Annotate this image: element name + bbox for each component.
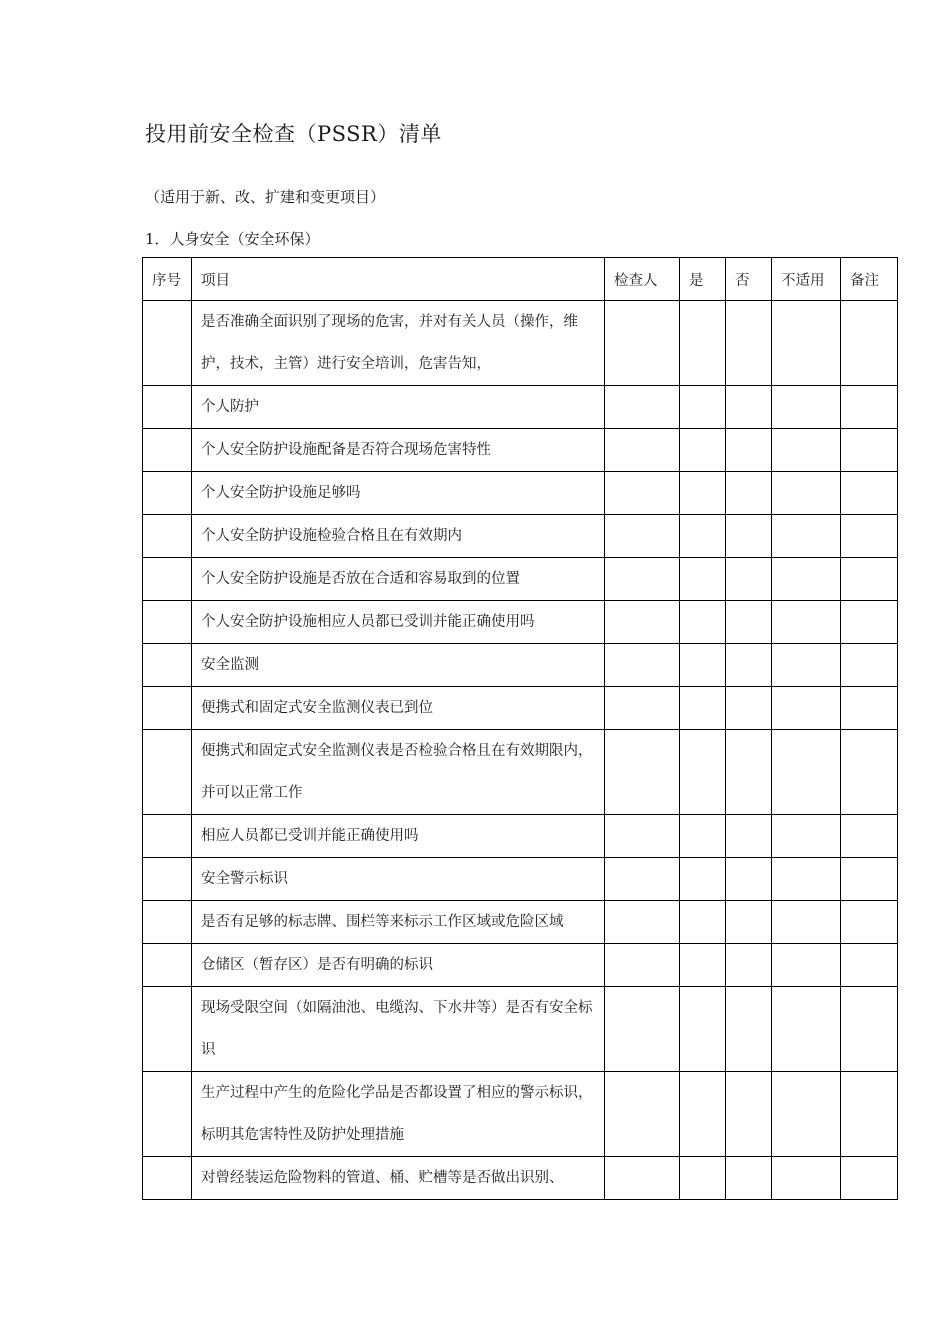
no-cell [726, 1157, 772, 1200]
no-cell [726, 858, 772, 901]
remarks-cell [841, 472, 898, 515]
not-applicable-cell [772, 1157, 841, 1200]
no-cell [726, 944, 772, 987]
remarks-cell [841, 558, 898, 601]
yes-cell [680, 687, 726, 730]
not-applicable-cell [772, 815, 841, 858]
remarks-cell [841, 687, 898, 730]
remarks-cell [841, 601, 898, 644]
remarks-cell [841, 858, 898, 901]
document-subtitle: （适用于新、改、扩建和变更项目） [145, 188, 386, 206]
table-row [143, 815, 898, 858]
table-row [143, 687, 898, 730]
serial-number-cell [143, 730, 192, 815]
header-yes: 是 [680, 258, 726, 301]
inspector-cell [605, 386, 680, 429]
serial-number-cell [143, 987, 192, 1072]
not-applicable-cell [772, 386, 841, 429]
serial-number-cell [143, 815, 192, 858]
inspector-cell [605, 858, 680, 901]
checklist-table [142, 257, 898, 1200]
item-text-cell: 便携式和固定式安全监测仪表是否检验合格且在有效期限内，并可以正常工作 [192, 730, 605, 815]
inspector-cell [605, 944, 680, 987]
not-applicable-cell [772, 858, 841, 901]
header-remarks: 备注 [841, 258, 898, 301]
no-cell [726, 901, 772, 944]
item-text-cell: 是否准确全面识别了现场的危害，并对有关人员（操作，维护，技术，主管）进行安全培训，危害告知， [192, 301, 605, 386]
serial-number-cell [143, 301, 192, 386]
serial-number-cell [143, 944, 192, 987]
yes-cell [680, 558, 726, 601]
document-title: 投用前安全检查（PSSR）清单 [145, 122, 442, 146]
yes-cell [680, 901, 726, 944]
serial-number-cell [143, 601, 192, 644]
no-cell [726, 644, 772, 687]
serial-number-cell [143, 687, 192, 730]
no-cell [726, 558, 772, 601]
yes-cell [680, 1157, 726, 1200]
table-row [143, 1157, 898, 1200]
yes-cell [680, 429, 726, 472]
not-applicable-cell [772, 644, 841, 687]
no-cell [726, 429, 772, 472]
serial-number-cell [143, 1157, 192, 1200]
item-text-cell: 是否有足够的标志牌、围栏等来标示工作区域或危险区域 [192, 901, 605, 944]
inspector-cell [605, 730, 680, 815]
not-applicable-cell [772, 687, 841, 730]
not-applicable-cell [772, 1072, 841, 1157]
serial-number-cell [143, 558, 192, 601]
header-no: 否 [726, 258, 772, 301]
remarks-cell [841, 987, 898, 1072]
remarks-cell [841, 730, 898, 815]
inspector-cell [605, 687, 680, 730]
not-applicable-cell [772, 901, 841, 944]
item-text-cell: 个人安全防护设施足够吗 [192, 472, 605, 515]
serial-number-cell [143, 472, 192, 515]
item-text-cell: 对曾经装运危险物料的管道、桶、贮槽等是否做出识别、 [192, 1157, 605, 1200]
inspector-cell [605, 558, 680, 601]
remarks-cell [841, 815, 898, 858]
remarks-cell [841, 386, 898, 429]
serial-number-cell [143, 386, 192, 429]
remarks-cell [841, 429, 898, 472]
not-applicable-cell [772, 944, 841, 987]
inspector-cell [605, 815, 680, 858]
inspector-cell [605, 1072, 680, 1157]
table-row [143, 558, 898, 601]
item-text-cell: 仓储区（暂存区）是否有明确的标识 [192, 944, 605, 987]
yes-cell [680, 386, 726, 429]
yes-cell [680, 601, 726, 644]
yes-cell [680, 472, 726, 515]
not-applicable-cell [772, 301, 841, 386]
table-row [143, 901, 898, 944]
yes-cell [680, 1072, 726, 1157]
inspector-cell [605, 301, 680, 386]
no-cell [726, 515, 772, 558]
remarks-cell [841, 901, 898, 944]
no-cell [726, 815, 772, 858]
table-row [143, 644, 898, 687]
item-text-cell: 个人防护 [192, 386, 605, 429]
table-row [143, 987, 898, 1072]
yes-cell [680, 515, 726, 558]
item-text-cell: 安全警示标识 [192, 858, 605, 901]
yes-cell [680, 644, 726, 687]
item-text-cell: 现场受限空间（如隔油池、电缆沟、下水井等）是否有安全标识 [192, 987, 605, 1072]
remarks-cell [841, 1157, 898, 1200]
serial-number-cell [143, 644, 192, 687]
not-applicable-cell [772, 601, 841, 644]
no-cell [726, 730, 772, 815]
header-inspector: 检查人 [605, 258, 680, 301]
yes-cell [680, 858, 726, 901]
remarks-cell [841, 944, 898, 987]
table-row [143, 301, 898, 386]
inspector-cell [605, 644, 680, 687]
no-cell [726, 687, 772, 730]
inspector-cell [605, 515, 680, 558]
header-not-applicable: 不适用 [772, 258, 841, 301]
no-cell [726, 301, 772, 386]
yes-cell [680, 730, 726, 815]
not-applicable-cell [772, 558, 841, 601]
not-applicable-cell [772, 429, 841, 472]
item-text-cell: 便携式和固定式安全监测仪表已到位 [192, 687, 605, 730]
not-applicable-cell [772, 472, 841, 515]
table-row [143, 944, 898, 987]
no-cell [726, 386, 772, 429]
table-row [143, 730, 898, 815]
inspector-cell [605, 429, 680, 472]
table-row [143, 386, 898, 429]
yes-cell [680, 815, 726, 858]
yes-cell [680, 987, 726, 1072]
section-heading: 1．人身安全（安全环保） [145, 230, 320, 248]
no-cell [726, 987, 772, 1072]
item-text-cell: 个人安全防护设施配备是否符合现场危害特性 [192, 429, 605, 472]
inspector-cell [605, 901, 680, 944]
remarks-cell [841, 301, 898, 386]
serial-number-cell [143, 901, 192, 944]
serial-number-cell [143, 515, 192, 558]
not-applicable-cell [772, 987, 841, 1072]
table-row [143, 515, 898, 558]
not-applicable-cell [772, 515, 841, 558]
table-row [143, 601, 898, 644]
yes-cell [680, 301, 726, 386]
table-row [143, 472, 898, 515]
yes-cell [680, 944, 726, 987]
item-text-cell: 安全监测 [192, 644, 605, 687]
inspector-cell [605, 987, 680, 1072]
not-applicable-cell [772, 730, 841, 815]
header-item: 项目 [192, 258, 605, 301]
serial-number-cell [143, 1072, 192, 1157]
table-row [143, 1072, 898, 1157]
table-row [143, 858, 898, 901]
remarks-cell [841, 644, 898, 687]
item-text-cell: 相应人员都已受训并能正确使用吗 [192, 815, 605, 858]
inspector-cell [605, 472, 680, 515]
table-row [143, 429, 898, 472]
inspector-cell [605, 601, 680, 644]
item-text-cell: 个人安全防护设施检验合格且在有效期内 [192, 515, 605, 558]
serial-number-cell [143, 858, 192, 901]
no-cell [726, 601, 772, 644]
table-header-row [143, 258, 898, 301]
remarks-cell [841, 1072, 898, 1157]
no-cell [726, 472, 772, 515]
inspector-cell [605, 1157, 680, 1200]
no-cell [726, 1072, 772, 1157]
item-text-cell: 个人安全防护设施是否放在合适和容易取到的位置 [192, 558, 605, 601]
item-text-cell: 个人安全防护设施相应人员都已受训并能正确使用吗 [192, 601, 605, 644]
item-text-cell: 生产过程中产生的危险化学品是否都设置了相应的警示标识，标明其危害特性及防护处理措施 [192, 1072, 605, 1157]
serial-number-cell [143, 429, 192, 472]
header-serial-number: 序号 [143, 258, 192, 301]
remarks-cell [841, 515, 898, 558]
